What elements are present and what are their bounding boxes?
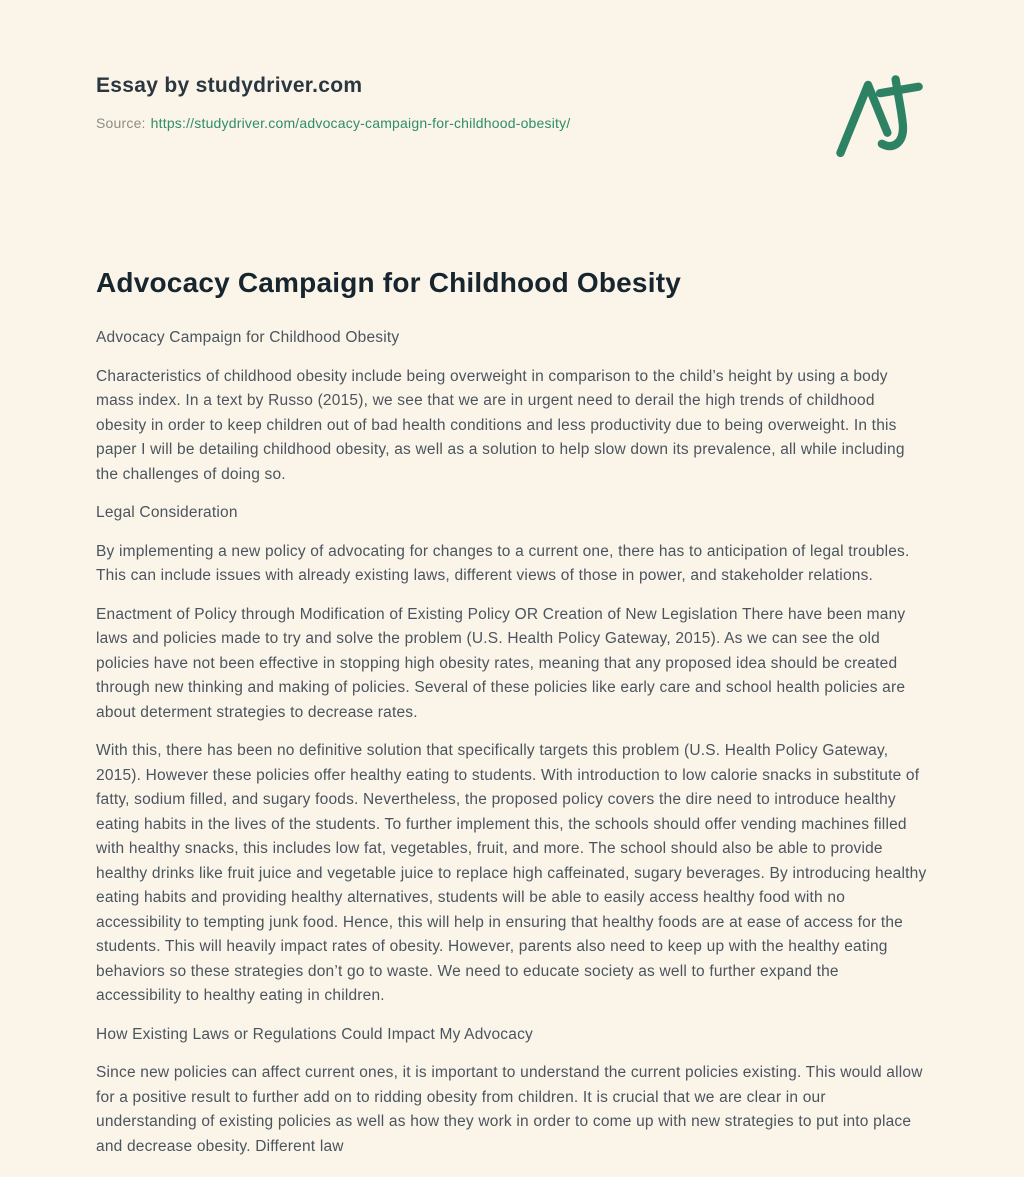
essay-content — [96, 267, 928, 1159]
source-label: Source: — [96, 115, 146, 131]
paragraph: Legal Consideration — [96, 504, 238, 521]
paragraph: Enactment of Policy through Modification of Existing Policy OR Creation of New Legislation There have been many laws and policies made to try and solve the problem (U.S. Health Policy Gateway, 2015). As we can see the old policies have not been effective in stopping high obesity rates, meaning that any proposed idea should be created through new thinking and making of policies. Several of these policies like early care and school health policies are about determent strategies to decrease rates. — [96, 605, 906, 721]
paragraph: How Existing Laws or Regulations Could Impact My Advocacy — [96, 1025, 533, 1043]
source-line — [96, 115, 570, 131]
essay-paragraphs — [96, 326, 928, 1159]
source-url-link[interactable]: https://studydriver.com/advocacy-campaign-for-childhood-obesity/ — [150, 115, 571, 131]
paragraph: Advocacy Campaign for Childhood Obesity — [96, 329, 400, 346]
header-text-block — [96, 74, 570, 131]
paragraph: Characteristics of childhood obesity include being overweight in comparison to the child’s height by using a body mass index. In a text by Russo (2015), we see that we are in urgent need to derail the high trends of childhood obesity in order to keep children out of bad health conditions and less productivity due to being overweight. In this paper I will be detailing childhood obesity, as well as a solution to help slow down its prevalence, all while including the challenges of doing so. — [96, 367, 905, 483]
header-title: Essay by studydriver.com — [96, 74, 363, 97]
paragraph: By implementing a new policy of advocating for changes to a current one, there has to anticipation of legal troubles. This can include issues with already existing laws, different views of those in power, and stakeholder relations. — [96, 542, 910, 584]
paragraph: With this, there has been no definitive solution that specifically targets this problem (U.S. Health Policy Gateway, 2015). However these policies offer healthy eating to students. With introduction to low calorie snacks in substitute of fatty, sodium filled, and sugary foods. Nevertheless, the proposed policy covers the dire need to introduce healthy eating habits in the lives of the students. To further implement this, the schools should offer vending machines filled with healthy snacks, this includes low fat, vegetables, fruit, and more. The school should also be able to provide healthy drinks like fruit juice and vegetable juice to replace high caffeinated, sugary beverages. By introducing healthy eating habits and providing healthy alternatives, students will be able to easily access healthy food with no accessibility to tempting junk food. Hence, this will help in ensuring that healthy foods are at ease of access for the students. This will heavily impact rates of obesity. However, parents also need to keep up with the healthy eating behaviors so these strategies don’t go to waste. We need to educate society as well to further expand the accessibility to healthy eating in children. — [96, 742, 927, 1004]
paragraph: Since new policies can affect current ones, it is important to understand the current policies existing. This would allow for a positive result to further add on to ridding obesity from children. It is crucial that we are clear in our understanding of existing policies as well as how they work in order to come up with new strategies to put into place and decrease obesity. Different law — [96, 1064, 923, 1155]
essay-title: Advocacy Campaign for Childhood Obesity — [96, 267, 681, 298]
studydriver-logo-icon — [832, 72, 928, 164]
page-header — [96, 74, 928, 164]
